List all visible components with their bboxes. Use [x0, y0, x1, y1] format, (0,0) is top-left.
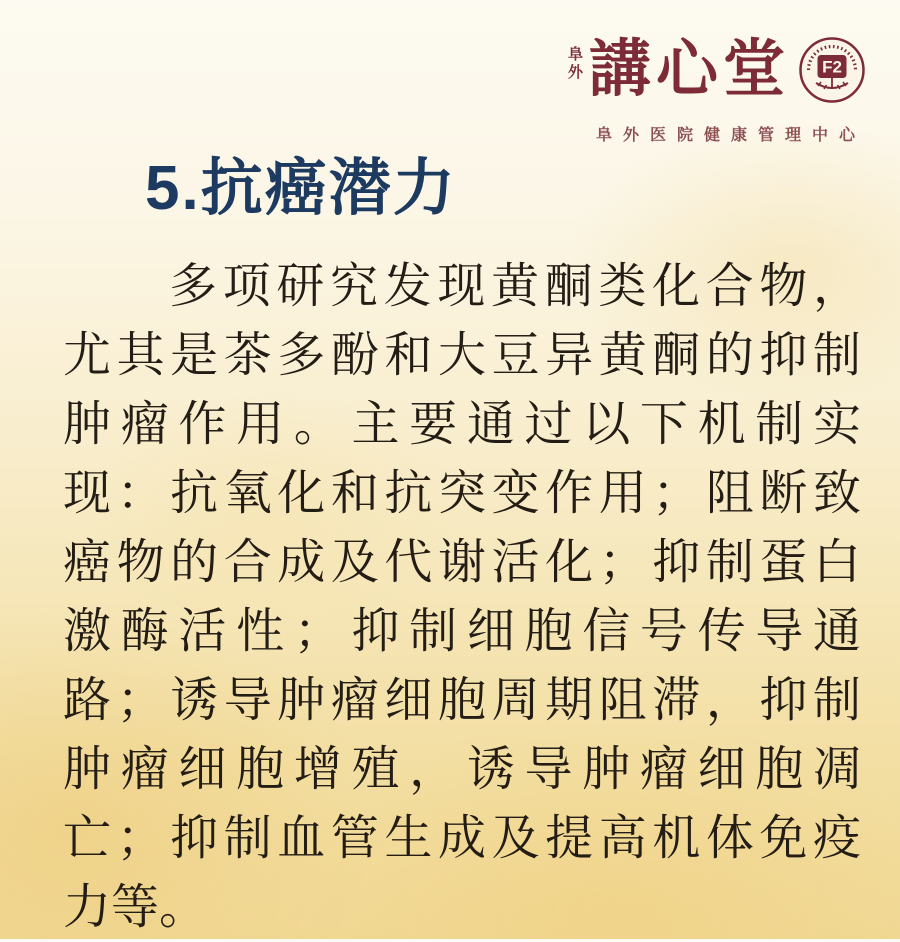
paragraph-line: 多项研究发现黄酮类化合物， — [169, 260, 861, 313]
paragraph-line: 激酶活性；抑制细胞信号传导通 — [63, 605, 861, 658]
brand-row — [536, 28, 866, 112]
paragraph — [63, 252, 861, 942]
paragraph-line: 现：抗氧化和抗突变作用；阻断致 — [63, 467, 861, 520]
paragraph-line: 肿瘤细胞增殖，诱导肿瘤细胞凋 — [63, 743, 861, 796]
hospital-seal-icon — [798, 36, 866, 104]
paragraph-line: 力等。 — [63, 881, 208, 934]
paragraph-line: 亡；抑制血管生成及提高机体免疫 — [63, 812, 861, 865]
paragraph-line: 路；诱导肿瘤细胞周期阻滞，抑制 — [63, 674, 861, 727]
header-subtitle: 阜外医院健康管理中心 — [595, 127, 866, 144]
paragraph-line: 癌物的合成及代谢活化；抑制蛋白 — [63, 536, 861, 589]
paragraph-line: 尤其是茶多酚和大豆异黄酮的抑制 — [63, 329, 861, 382]
brand-calligraphy: 講心堂 — [588, 36, 790, 104]
section-heading: 5.抗癌潜力 — [145, 154, 457, 223]
brand-prefix-seal: 阜外 — [565, 46, 582, 82]
badge-monogram: F2 — [822, 57, 842, 77]
header — [536, 28, 866, 145]
paragraph-line: 肿瘤作用。主要通过以下机制实 — [63, 398, 861, 451]
